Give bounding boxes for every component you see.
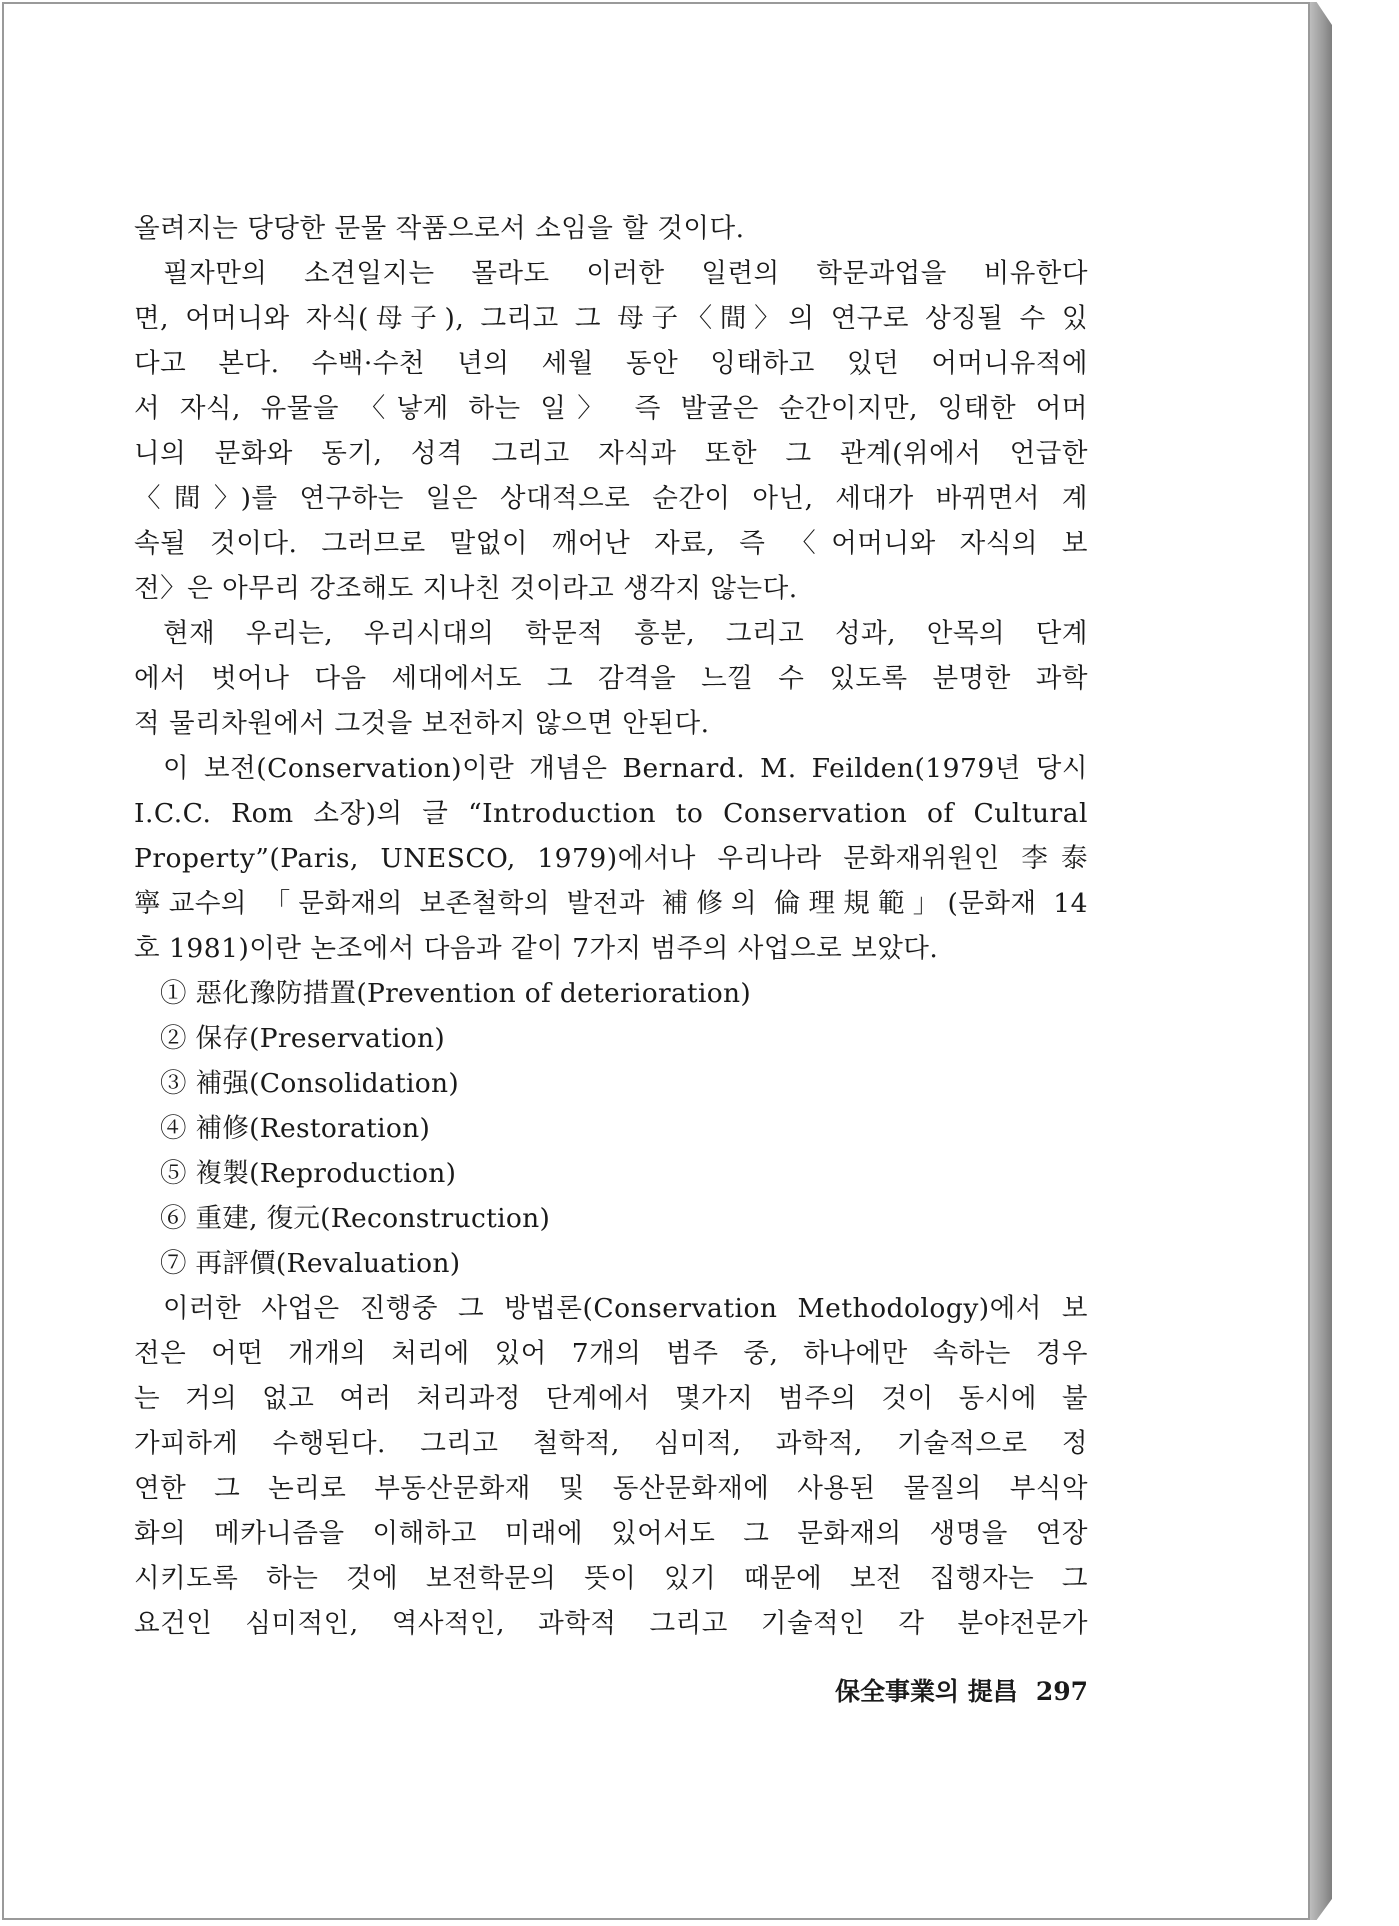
text-line: I.C.C. Rom 소장)의 글 “Introduction to Conservation of Cultural [134,798,1088,829]
category-item: ③ 補强(Consolidation) [160,1068,460,1099]
text-line: 현재 우리는, 우리시대의 학문적 흥분, 그리고 성과, 안목의 단계 [163,618,1088,649]
text-line: 에서 벗어나 다음 세대에서도 그 감격을 느낄 수 있도록 분명한 과학 [134,663,1088,694]
page-footer [134,1670,1088,1714]
text-line: 적 물리차원에서 그것을 보전하지 않으면 안된다. [134,708,710,739]
text-line: 연한 그 논리로 부동산문화재 및 동산문화재에 사용된 물질의 부식악 [134,1473,1088,1504]
text-line: 寧교수의 「문화재의 보존철학의 발전과 補修의 倫理規範」(문화재 14 [134,888,1088,919]
running-title: 保全事業의 提昌 [834,1677,1018,1706]
text-line: 이 보전(Conservation)이란 개념은 Bernard. M. Feilden(1979년 당시 [163,753,1088,784]
text-line: 서 자식, 유물을 〈낳게 하는 일〉 즉 발굴은 순간이지만, 잉태한 어머 [134,393,1088,424]
text-line: 속될 것이다. 그러므로 말없이 깨어난 자료, 즉 〈어머니와 자식의 보 [134,528,1088,559]
body-paragraphs [134,206,1088,971]
text-line: 호 1981)이란 논조에서 다음과 같이 7가지 범주의 사업으로 보았다. [134,933,939,964]
closing-paragraph [134,1286,1088,1646]
text-line: 올려지는 당당한 문물 작품으로서 소임을 할 것이다. [134,213,745,244]
text-line: 니의 문화와 동기, 성격 그리고 자식과 또한 그 관계(위에서 언급한 [134,438,1088,469]
text-line: 전은 어떤 개개의 처리에 있어 7개의 범주 중, 하나에만 속하는 경우 [134,1338,1088,1369]
category-item: ① 惡化豫防措置(Prevention of deterioration) [160,978,752,1009]
text-line: 시키도록 하는 것에 보전학문의 뜻이 있기 때문에 보전 집행자는 그 [134,1563,1088,1594]
text-line: 면, 어머니와 자식(母子), 그리고 그 母子〈間〉의 연구로 상징될 수 있 [134,303,1088,334]
text-line: 는 거의 없고 여러 처리과정 단계에서 몇가지 범주의 것이 동시에 불 [134,1383,1088,1414]
category-item: ⑤ 複製(Reproduction) [160,1158,457,1189]
category-item: ② 保存(Preservation) [160,1023,446,1054]
page-number: 297 [1035,1677,1088,1706]
text-line: 전〉은 아무리 강조해도 지나친 것이라고 생각지 않는다. [134,573,798,604]
text-line: 가피하게 수행된다. 그리고 철학적, 심미적, 과학적, 기술적으로 정 [134,1428,1088,1459]
category-list [134,971,1088,1286]
text-line: 화의 메카니즘을 이해하고 미래에 있어서도 그 문화재의 생명을 연장 [134,1518,1088,1549]
text-line: 〈間〉)를 연구하는 일은 상대적으로 순간이 아닌, 세대가 바뀌면서 계 [134,483,1088,514]
category-item: ⑥ 重建, 復元(Reconstruction) [160,1203,551,1234]
text-line: 다고 본다. 수백·수천 년의 세월 동안 잉태하고 있던 어머니유적에 [134,348,1088,379]
category-item: ⑦ 再評價(Revaluation) [160,1248,461,1279]
body-text [134,206,1088,1646]
text-line: 필자만의 소견일지는 몰라도 이러한 일련의 학문과업을 비유한다 [163,258,1088,289]
category-item: ④ 補修(Restoration) [160,1113,431,1144]
text-line: Property”(Paris, UNESCO, 1979)에서나 우리나라 문화재위원인 李泰 [134,843,1088,874]
text-line: 이러한 사업은 진행중 그 방법론(Conservation Methodology)에서 보 [163,1293,1088,1324]
page-edge [1310,2,1332,1920]
text-line: 요건인 심미적인, 역사적인, 과학적 그리고 기술적인 각 분야전문가 [134,1608,1088,1639]
